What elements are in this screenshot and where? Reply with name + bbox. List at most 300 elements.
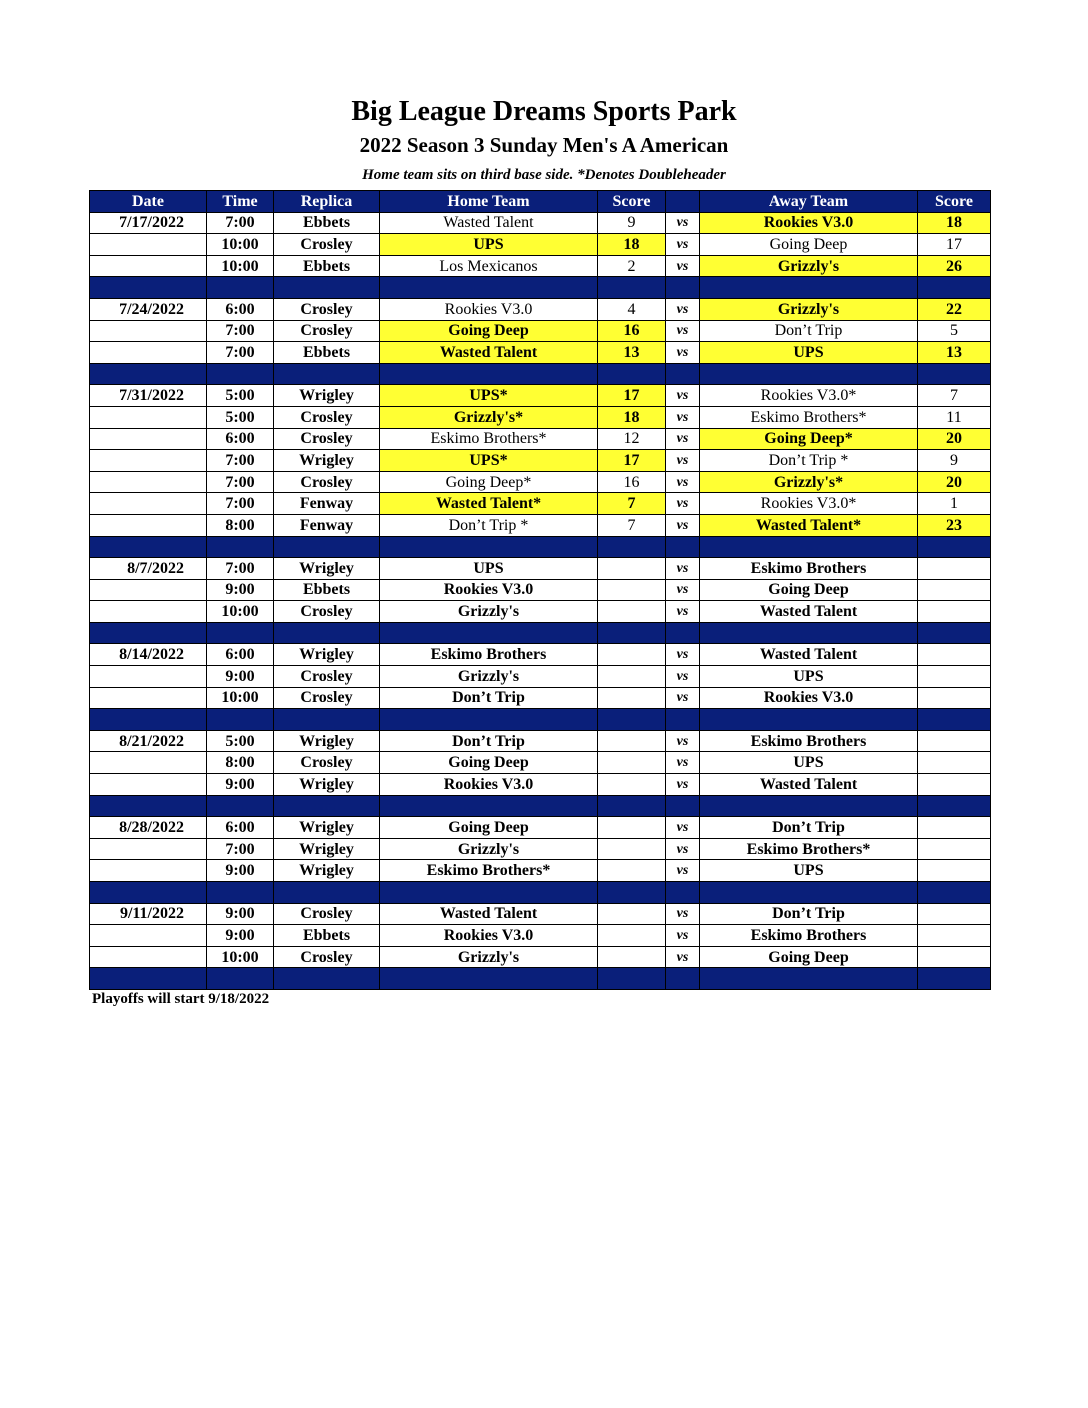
separator-cell xyxy=(274,709,380,731)
home-team-cell: Going Deep xyxy=(380,320,598,342)
separator-cell xyxy=(598,277,666,299)
home-team-cell: Wasted Talent* xyxy=(380,493,598,515)
home-score-cell: 2 xyxy=(598,255,666,277)
replica-field-cell: Wrigley xyxy=(274,450,380,472)
separator-cell xyxy=(274,795,380,817)
home-team-cell: Eskimo Brothers* xyxy=(380,428,598,450)
game-row xyxy=(90,925,991,947)
separator-cell xyxy=(380,795,598,817)
date-cell xyxy=(90,450,207,472)
separator-cell xyxy=(666,536,700,558)
away-score-cell xyxy=(918,946,991,968)
game-row xyxy=(90,493,991,515)
separator-cell xyxy=(380,968,598,990)
vs-cell: vs xyxy=(666,385,700,407)
separator-cell xyxy=(918,363,991,385)
game-row xyxy=(90,385,991,407)
separator-cell xyxy=(918,968,991,990)
replica-field-cell: Ebbets xyxy=(274,255,380,277)
away-score-cell xyxy=(918,666,991,688)
date-cell xyxy=(90,666,207,688)
separator-cell xyxy=(274,622,380,644)
column-header-replica: Replica xyxy=(274,191,380,213)
separator-cell xyxy=(918,882,991,904)
away-team-cell: Don’t Trip xyxy=(700,817,918,839)
date-cell: 8/21/2022 xyxy=(90,730,207,752)
home-team-cell: Grizzly's xyxy=(380,601,598,623)
date-cell xyxy=(90,601,207,623)
away-score-cell xyxy=(918,774,991,796)
away-team-cell: Eskimo Brothers* xyxy=(700,406,918,428)
column-header-home-score: Score xyxy=(598,191,666,213)
vs-cell: vs xyxy=(666,666,700,688)
game-row xyxy=(90,774,991,796)
time-cell: 7:00 xyxy=(207,342,274,364)
away-team-cell: Going Deep xyxy=(700,946,918,968)
time-cell: 7:00 xyxy=(207,838,274,860)
away-team-cell: Eskimo Brothers xyxy=(700,558,918,580)
week-separator-row xyxy=(90,277,991,299)
home-team-cell: Grizzly's* xyxy=(380,406,598,428)
date-cell: 8/14/2022 xyxy=(90,644,207,666)
separator-cell xyxy=(380,277,598,299)
time-cell: 5:00 xyxy=(207,385,274,407)
away-team-cell: Rookies V3.0* xyxy=(700,385,918,407)
home-score-cell: 13 xyxy=(598,342,666,364)
away-score-cell xyxy=(918,601,991,623)
away-score-cell: 17 xyxy=(918,234,991,256)
away-score-cell xyxy=(918,730,991,752)
date-cell xyxy=(90,687,207,709)
week-separator-row xyxy=(90,709,991,731)
replica-field-cell: Crosley xyxy=(274,298,380,320)
vs-cell: vs xyxy=(666,730,700,752)
date-cell xyxy=(90,774,207,796)
away-team-cell: Eskimo Brothers xyxy=(700,730,918,752)
away-team-cell: UPS xyxy=(700,342,918,364)
separator-cell xyxy=(90,363,207,385)
away-score-cell: 20 xyxy=(918,471,991,493)
column-header-date: Date xyxy=(90,191,207,213)
vs-cell: vs xyxy=(666,687,700,709)
home-score-cell xyxy=(598,774,666,796)
separator-cell xyxy=(274,277,380,299)
time-cell: 10:00 xyxy=(207,946,274,968)
separator-cell xyxy=(700,536,918,558)
time-cell: 9:00 xyxy=(207,774,274,796)
replica-field-cell: Wrigley xyxy=(274,558,380,580)
date-cell xyxy=(90,925,207,947)
home-score-cell xyxy=(598,644,666,666)
replica-field-cell: Wrigley xyxy=(274,817,380,839)
header-row xyxy=(90,191,991,213)
separator-cell xyxy=(700,363,918,385)
separator-cell xyxy=(274,363,380,385)
replica-field-cell: Fenway xyxy=(274,514,380,536)
away-team-cell: Don’t Trip xyxy=(700,320,918,342)
home-score-cell xyxy=(598,579,666,601)
week-separator-row xyxy=(90,363,991,385)
vs-cell: vs xyxy=(666,493,700,515)
replica-field-cell: Ebbets xyxy=(274,342,380,364)
time-cell: 8:00 xyxy=(207,752,274,774)
away-score-cell: 23 xyxy=(918,514,991,536)
separator-cell xyxy=(918,277,991,299)
separator-cell xyxy=(207,363,274,385)
separator-cell xyxy=(598,709,666,731)
time-cell: 9:00 xyxy=(207,925,274,947)
home-score-cell: 9 xyxy=(598,212,666,234)
vs-cell: vs xyxy=(666,601,700,623)
home-team-cell: Los Mexicanos xyxy=(380,255,598,277)
home-score-cell: 17 xyxy=(598,385,666,407)
replica-field-cell: Crosley xyxy=(274,471,380,493)
away-score-cell: 26 xyxy=(918,255,991,277)
separator-cell xyxy=(90,622,207,644)
column-header-time: Time xyxy=(207,191,274,213)
vs-cell: vs xyxy=(666,752,700,774)
vs-cell: vs xyxy=(666,428,700,450)
home-team-cell: Wasted Talent xyxy=(380,342,598,364)
home-score-cell: 17 xyxy=(598,450,666,472)
date-cell: 8/28/2022 xyxy=(90,817,207,839)
replica-field-cell: Crosley xyxy=(274,946,380,968)
game-row xyxy=(90,471,991,493)
away-score-cell xyxy=(918,558,991,580)
time-cell: 7:00 xyxy=(207,450,274,472)
vs-cell: vs xyxy=(666,212,700,234)
away-team-cell: UPS xyxy=(700,666,918,688)
home-team-cell: UPS xyxy=(380,558,598,580)
separator-cell xyxy=(666,795,700,817)
away-team-cell: Grizzly's xyxy=(700,298,918,320)
vs-cell: vs xyxy=(666,774,700,796)
separator-cell xyxy=(380,709,598,731)
game-row xyxy=(90,730,991,752)
vs-cell: vs xyxy=(666,298,700,320)
column-header-vs xyxy=(666,191,700,213)
game-row xyxy=(90,406,991,428)
away-team-cell: Wasted Talent xyxy=(700,601,918,623)
game-row xyxy=(90,903,991,925)
week-separator-row xyxy=(90,795,991,817)
home-team-cell: Going Deep* xyxy=(380,471,598,493)
away-team-cell: UPS xyxy=(700,860,918,882)
replica-field-cell: Ebbets xyxy=(274,925,380,947)
date-cell xyxy=(90,471,207,493)
separator-cell xyxy=(598,622,666,644)
separator-cell xyxy=(207,968,274,990)
separator-cell xyxy=(207,882,274,904)
home-team-cell: Rookies V3.0 xyxy=(380,774,598,796)
away-score-cell xyxy=(918,752,991,774)
time-cell: 6:00 xyxy=(207,817,274,839)
away-score-cell xyxy=(918,925,991,947)
game-row xyxy=(90,666,991,688)
replica-field-cell: Ebbets xyxy=(274,579,380,601)
separator-cell xyxy=(700,277,918,299)
date-cell: 7/17/2022 xyxy=(90,212,207,234)
time-cell: 5:00 xyxy=(207,406,274,428)
vs-cell: vs xyxy=(666,946,700,968)
separator-cell xyxy=(700,795,918,817)
schedule-header xyxy=(90,191,991,213)
replica-field-cell: Crosley xyxy=(274,320,380,342)
separator-cell xyxy=(598,363,666,385)
home-score-cell xyxy=(598,838,666,860)
time-cell: 9:00 xyxy=(207,860,274,882)
home-team-cell: UPS xyxy=(380,234,598,256)
game-row xyxy=(90,234,991,256)
time-cell: 7:00 xyxy=(207,320,274,342)
time-cell: 7:00 xyxy=(207,471,274,493)
home-score-cell xyxy=(598,946,666,968)
away-score-cell: 11 xyxy=(918,406,991,428)
home-score-cell: 4 xyxy=(598,298,666,320)
time-cell: 7:00 xyxy=(207,493,274,515)
away-score-cell xyxy=(918,687,991,709)
separator-cell xyxy=(700,882,918,904)
separator-cell xyxy=(274,968,380,990)
away-team-cell: Going Deep xyxy=(700,579,918,601)
game-row xyxy=(90,450,991,472)
separator-cell xyxy=(666,363,700,385)
home-team-cell: Wasted Talent xyxy=(380,212,598,234)
game-row xyxy=(90,752,991,774)
separator-cell xyxy=(918,622,991,644)
separator-cell xyxy=(598,536,666,558)
home-team-cell: Wasted Talent xyxy=(380,903,598,925)
home-team-cell: Grizzly's xyxy=(380,666,598,688)
page-title: Big League Dreams Sports Park xyxy=(351,96,737,127)
time-cell: 6:00 xyxy=(207,428,274,450)
home-team-cell: Eskimo Brothers xyxy=(380,644,598,666)
date-cell xyxy=(90,234,207,256)
date-cell xyxy=(90,752,207,774)
time-cell: 10:00 xyxy=(207,255,274,277)
separator-cell xyxy=(666,968,700,990)
home-team-cell: Grizzly's xyxy=(380,838,598,860)
separator-cell xyxy=(598,882,666,904)
week-separator-row xyxy=(90,622,991,644)
away-score-cell xyxy=(918,860,991,882)
away-team-cell: Eskimo Brothers xyxy=(700,925,918,947)
home-score-cell xyxy=(598,666,666,688)
away-score-cell: 9 xyxy=(918,450,991,472)
away-team-cell: Eskimo Brothers* xyxy=(700,838,918,860)
time-cell: 9:00 xyxy=(207,666,274,688)
separator-cell xyxy=(90,882,207,904)
home-score-cell: 16 xyxy=(598,471,666,493)
vs-cell: vs xyxy=(666,406,700,428)
away-score-cell xyxy=(918,579,991,601)
separator-cell xyxy=(90,709,207,731)
game-row xyxy=(90,601,991,623)
replica-field-cell: Crosley xyxy=(274,752,380,774)
replica-field-cell: Crosley xyxy=(274,687,380,709)
vs-cell: vs xyxy=(666,320,700,342)
home-score-cell xyxy=(598,687,666,709)
home-score-cell xyxy=(598,903,666,925)
replica-field-cell: Wrigley xyxy=(274,774,380,796)
replica-field-cell: Wrigley xyxy=(274,860,380,882)
time-cell: 9:00 xyxy=(207,903,274,925)
game-row xyxy=(90,320,991,342)
date-cell: 7/31/2022 xyxy=(90,385,207,407)
separator-cell xyxy=(918,709,991,731)
home-team-cell: Don’t Trip * xyxy=(380,514,598,536)
game-row xyxy=(90,558,991,580)
replica-field-cell: Wrigley xyxy=(274,838,380,860)
home-score-cell xyxy=(598,817,666,839)
vs-cell: vs xyxy=(666,255,700,277)
away-score-cell: 22 xyxy=(918,298,991,320)
game-row xyxy=(90,212,991,234)
time-cell: 6:00 xyxy=(207,298,274,320)
replica-field-cell: Crosley xyxy=(274,428,380,450)
date-cell: 8/7/2022 xyxy=(90,558,207,580)
away-team-cell: Wasted Talent xyxy=(700,774,918,796)
schedule-table xyxy=(89,190,991,990)
home-score-cell xyxy=(598,752,666,774)
game-row xyxy=(90,342,991,364)
separator-cell xyxy=(207,622,274,644)
home-team-cell: Eskimo Brothers* xyxy=(380,860,598,882)
vs-cell: vs xyxy=(666,558,700,580)
home-score-cell: 18 xyxy=(598,406,666,428)
date-cell xyxy=(90,342,207,364)
time-cell: 7:00 xyxy=(207,558,274,580)
away-score-cell: 20 xyxy=(918,428,991,450)
playoffs-note: Playoffs will start 9/18/2022 xyxy=(92,991,270,1007)
date-cell xyxy=(90,255,207,277)
home-team-cell: Rookies V3.0 xyxy=(380,298,598,320)
home-score-cell: 12 xyxy=(598,428,666,450)
away-team-cell: Rookies V3.0 xyxy=(700,687,918,709)
separator-cell xyxy=(207,536,274,558)
separator-cell xyxy=(598,968,666,990)
game-row xyxy=(90,817,991,839)
home-score-cell: 16 xyxy=(598,320,666,342)
home-score-cell xyxy=(598,730,666,752)
home-team-cell: UPS* xyxy=(380,450,598,472)
separator-cell xyxy=(207,795,274,817)
replica-field-cell: Crosley xyxy=(274,406,380,428)
vs-cell: vs xyxy=(666,817,700,839)
separator-cell xyxy=(666,277,700,299)
time-cell: 7:00 xyxy=(207,212,274,234)
date-cell xyxy=(90,514,207,536)
separator-cell xyxy=(90,536,207,558)
game-row xyxy=(90,428,991,450)
date-cell xyxy=(90,579,207,601)
home-team-cell: Grizzly's xyxy=(380,946,598,968)
replica-field-cell: Crosley xyxy=(274,666,380,688)
replica-field-cell: Ebbets xyxy=(274,212,380,234)
date-cell: 7/24/2022 xyxy=(90,298,207,320)
home-score-cell: 7 xyxy=(598,514,666,536)
home-team-cell: Rookies V3.0 xyxy=(380,579,598,601)
schedule-body xyxy=(90,212,991,989)
away-score-cell xyxy=(918,903,991,925)
game-row xyxy=(90,687,991,709)
date-cell: 9/11/2022 xyxy=(90,903,207,925)
away-team-cell: UPS xyxy=(700,752,918,774)
away-score-cell: 18 xyxy=(918,212,991,234)
replica-field-cell: Wrigley xyxy=(274,644,380,666)
separator-cell xyxy=(380,536,598,558)
separator-cell xyxy=(666,709,700,731)
away-score-cell xyxy=(918,817,991,839)
home-score-cell xyxy=(598,925,666,947)
replica-field-cell: Crosley xyxy=(274,903,380,925)
away-score-cell xyxy=(918,644,991,666)
separator-cell xyxy=(207,709,274,731)
vs-cell: vs xyxy=(666,471,700,493)
separator-cell xyxy=(918,536,991,558)
vs-cell: vs xyxy=(666,925,700,947)
time-cell: 9:00 xyxy=(207,579,274,601)
home-team-cell: Don’t Trip xyxy=(380,730,598,752)
replica-field-cell: Crosley xyxy=(274,601,380,623)
separator-cell xyxy=(598,795,666,817)
home-team-cell: Don’t Trip xyxy=(380,687,598,709)
vs-cell: vs xyxy=(666,234,700,256)
away-team-cell: Wasted Talent xyxy=(700,644,918,666)
vs-cell: vs xyxy=(666,838,700,860)
away-team-cell: Grizzly's* xyxy=(700,471,918,493)
time-cell: 10:00 xyxy=(207,687,274,709)
column-header-away-score: Score xyxy=(918,191,991,213)
date-cell xyxy=(90,838,207,860)
column-header-away-team: Away Team xyxy=(700,191,918,213)
separator-cell xyxy=(700,622,918,644)
replica-field-cell: Wrigley xyxy=(274,730,380,752)
date-cell xyxy=(90,320,207,342)
game-row xyxy=(90,838,991,860)
vs-cell: vs xyxy=(666,579,700,601)
vs-cell: vs xyxy=(666,342,700,364)
home-team-cell: Going Deep xyxy=(380,817,598,839)
separator-cell xyxy=(380,882,598,904)
away-team-cell: Rookies V3.0* xyxy=(700,493,918,515)
game-row xyxy=(90,298,991,320)
away-team-cell: Don’t Trip * xyxy=(700,450,918,472)
away-team-cell: Rookies V3.0 xyxy=(700,212,918,234)
page-subtitle: 2022 Season 3 Sunday Men's A American xyxy=(359,133,729,157)
home-score-cell xyxy=(598,558,666,580)
home-team-cell: UPS* xyxy=(380,385,598,407)
home-score-cell xyxy=(598,860,666,882)
game-row xyxy=(90,514,991,536)
separator-cell xyxy=(207,277,274,299)
separator-cell xyxy=(666,622,700,644)
separator-cell xyxy=(918,795,991,817)
vs-cell: vs xyxy=(666,644,700,666)
vs-cell: vs xyxy=(666,903,700,925)
doubleheader-note: Home team sits on third base side. *Denotes Doubleheader xyxy=(362,167,726,183)
home-team-cell: Going Deep xyxy=(380,752,598,774)
game-row xyxy=(90,860,991,882)
separator-cell xyxy=(700,709,918,731)
away-team-cell: Don’t Trip xyxy=(700,903,918,925)
separator-cell xyxy=(274,882,380,904)
away-team-cell: Wasted Talent* xyxy=(700,514,918,536)
week-separator-row xyxy=(90,882,991,904)
away-team-cell: Grizzly's xyxy=(700,255,918,277)
home-score-cell xyxy=(598,601,666,623)
date-cell xyxy=(90,493,207,515)
